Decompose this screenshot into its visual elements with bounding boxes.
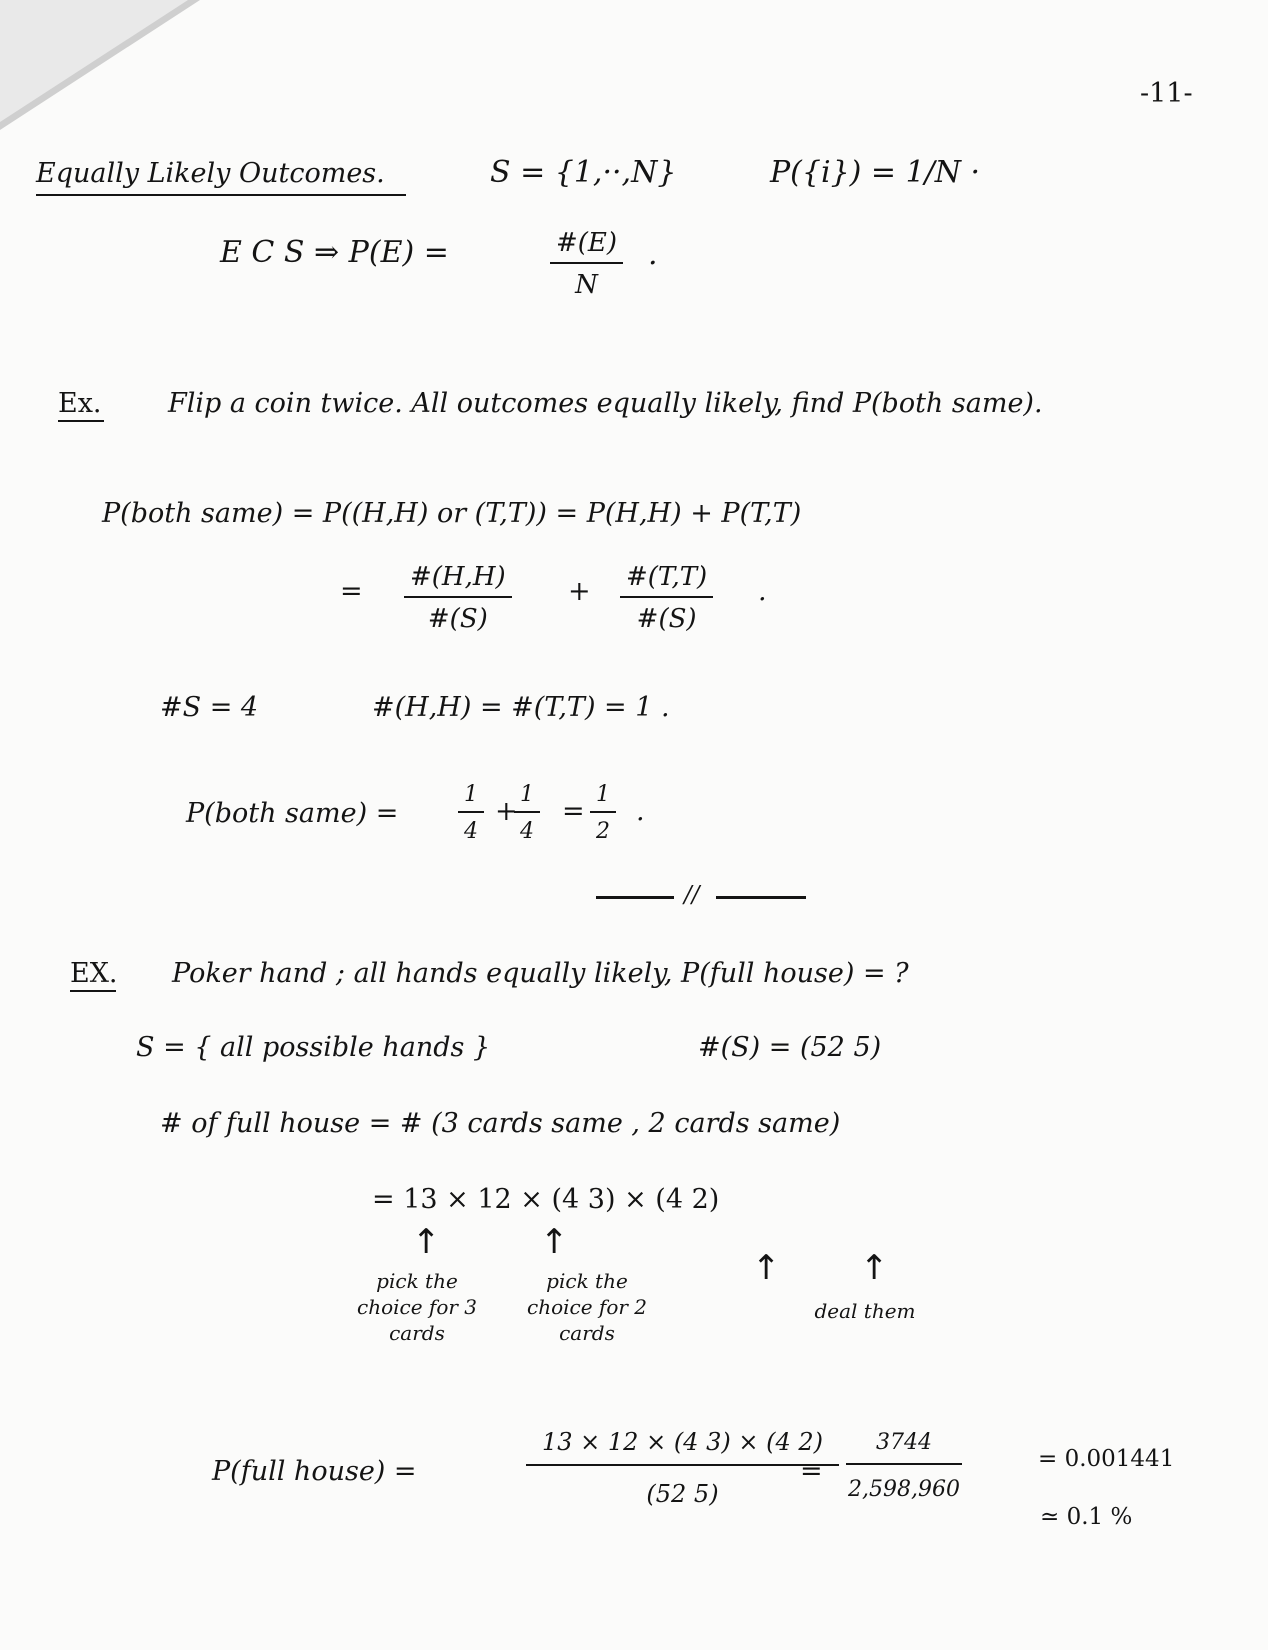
arrow-up-icon: ↑ — [860, 1248, 889, 1288]
result-frac-a — [458, 782, 484, 844]
separator-mark: // — [684, 882, 700, 908]
example1-counts: #(H,H) = #(T,T) = 1 . — [372, 692, 670, 723]
frac1-denominator: #(S) — [427, 604, 488, 634]
separator-right — [716, 896, 806, 899]
arrow-up-icon: ↑ — [540, 1222, 569, 1262]
arrow-up-icon: ↑ — [412, 1222, 441, 1262]
final-value: = 0.001441 — [1038, 1446, 1175, 1472]
final-equals: = — [800, 1456, 823, 1487]
note-two-cards: pick the choice for 2 cards — [527, 1269, 647, 1345]
ecs-fraction — [550, 228, 623, 300]
ecs-dot: . — [648, 237, 658, 272]
result-frac-c — [590, 782, 616, 844]
section-title: Equally Likely Outcomes. — [36, 158, 385, 189]
ecs-numerator: #(E) — [550, 228, 623, 264]
result-frac-a-num: 1 — [458, 782, 484, 813]
example1-label: Ex. — [58, 388, 102, 419]
example1-frac1 — [404, 562, 512, 634]
example2-label-underline — [70, 990, 116, 992]
example2-statement: Poker hand ; all hands equally likely, P(full house) = ? — [172, 958, 909, 989]
folded-corner-shade — [0, 0, 188, 122]
example1-count-s: #S = 4 — [160, 692, 259, 723]
final-numerator-2: 3744 — [846, 1430, 962, 1465]
final-fraction — [526, 1428, 839, 1508]
example2-count-s: #(S) = (52 5) — [698, 1032, 882, 1063]
note-deal-them: deal them — [814, 1299, 916, 1323]
frac2-numerator: #(T,T) — [620, 562, 713, 598]
final-percent: ≃ 0.1 % — [1040, 1504, 1133, 1530]
result-frac-c-num: 1 — [590, 782, 616, 813]
example1-frac2 — [620, 562, 713, 634]
example1-label-underline — [58, 420, 104, 422]
result-dot: . — [636, 796, 645, 827]
final-fraction-2 — [846, 1430, 962, 1502]
final-lhs: P(full house) = — [212, 1456, 417, 1487]
result-frac-b-num: 1 — [514, 782, 540, 813]
result-frac-b-den: 4 — [520, 819, 534, 844]
example1-statement: Flip a coin twice. All outcomes equally likely, find P(both same). — [168, 388, 1043, 419]
example2-sample-space: S = { all possible hands } — [136, 1032, 491, 1063]
example1-line1: P(both same) = P((H,H) or (T,T)) = P(H,H) + P(T,T) — [102, 498, 802, 529]
sample-space-def: S = {1,··,N} — [490, 155, 677, 190]
result-frac-a-den: 4 — [464, 819, 478, 844]
result-frac-b — [514, 782, 540, 844]
example1-dot: . — [758, 576, 767, 607]
single-outcome-prob: P({i}) = 1/N · — [770, 155, 981, 190]
arrow-up-icon: ↑ — [752, 1248, 781, 1288]
page-number: -11- — [1140, 78, 1193, 109]
example1-result-lhs: P(both same) = — [186, 798, 399, 829]
full-house-product: = 13 × 12 × (4 3) × (4 2) — [372, 1184, 720, 1215]
full-house-definition: # of full house = # (3 cards same , 2 cards same) — [160, 1108, 841, 1139]
example1-plus: + — [568, 576, 591, 607]
final-denominator: (52 5) — [646, 1480, 719, 1508]
frac2-denominator: #(S) — [636, 604, 697, 634]
result-equals: = — [562, 796, 585, 827]
section-title-underline — [36, 194, 406, 196]
result-plus: + — [495, 796, 518, 827]
result-frac-c-den: 2 — [596, 819, 610, 844]
ecs-implication: E C S ⇒ P(E) = — [220, 235, 449, 270]
ecs-denominator: N — [575, 270, 598, 300]
example1-equals: = — [340, 576, 363, 607]
frac1-numerator: #(H,H) — [404, 562, 512, 598]
example2-label: EX. — [70, 958, 118, 989]
final-numerator: 13 × 12 × (4 3) × (4 2) — [526, 1428, 839, 1466]
final-denominator-2: 2,598,960 — [848, 1477, 960, 1502]
separator-left — [596, 896, 674, 899]
note-three-cards: pick the choice for 3 cards — [357, 1269, 477, 1345]
